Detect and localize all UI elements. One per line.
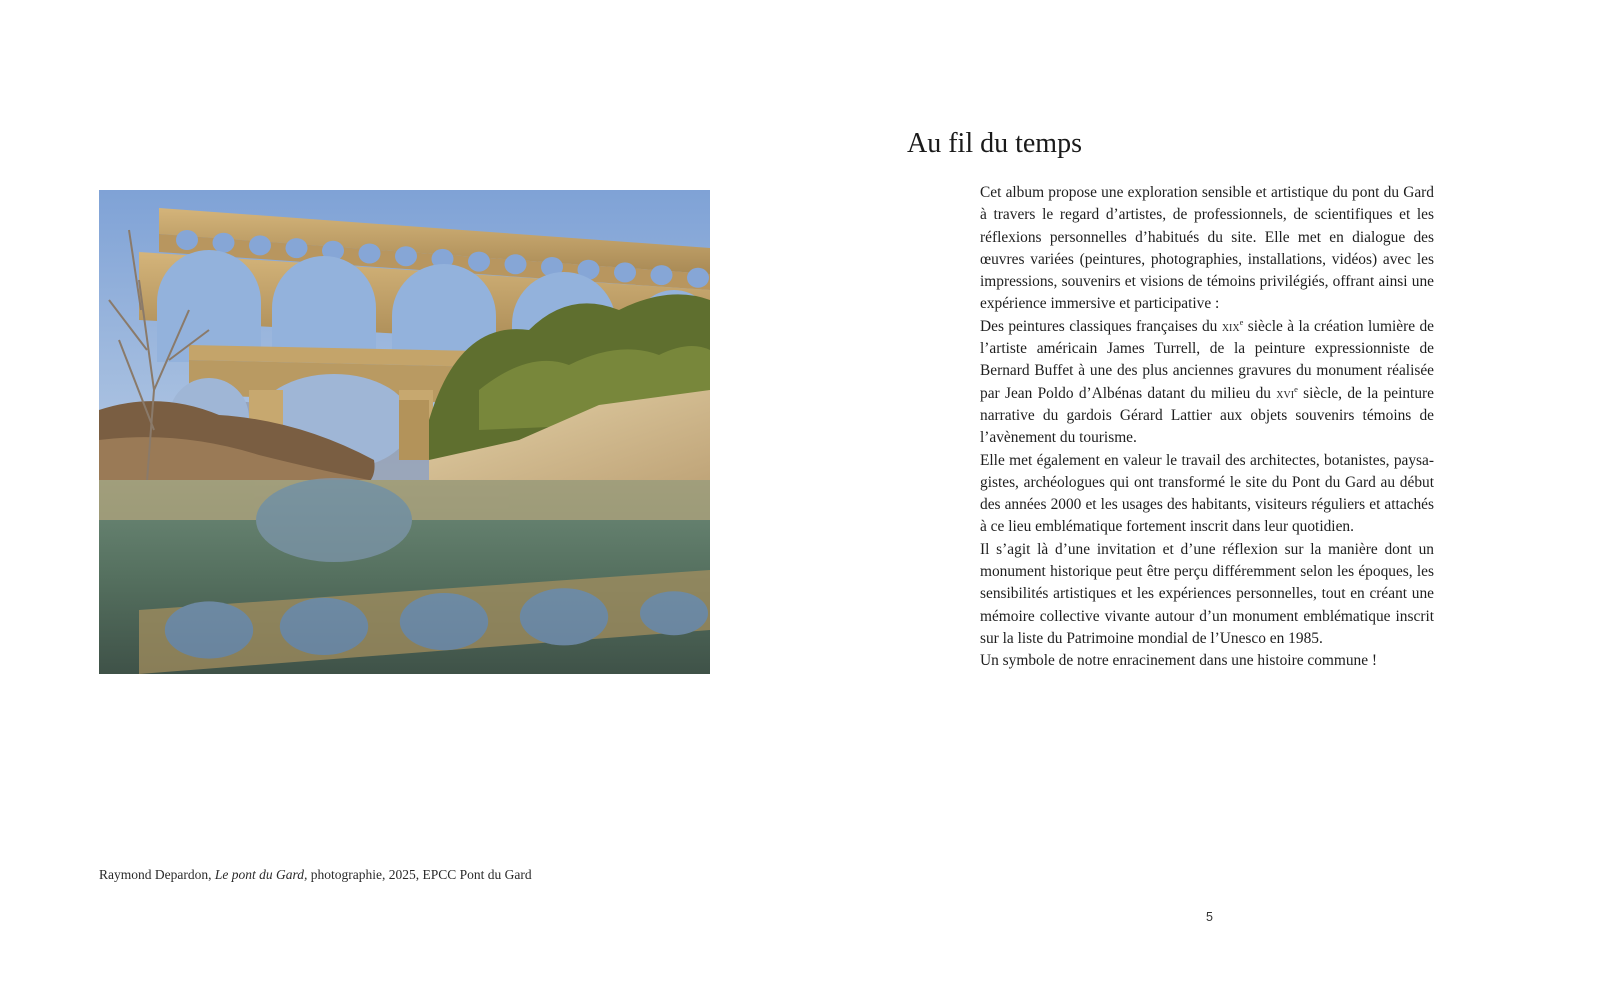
caption-author: Raymond Depardon, (99, 867, 215, 882)
page-number: 5 (1206, 910, 1213, 924)
small-arch-opening (505, 254, 527, 274)
body-text (980, 182, 1434, 673)
paragraph-2-part-c: siècle, de la peinture narrative du gardois Gérard Lattier aux objets souvenirs témoins de l’avènement du tourisme. (980, 384, 1434, 447)
paragraph-2 (980, 316, 1434, 450)
small-arch-opening (176, 230, 198, 250)
reflected-arch (640, 591, 708, 635)
pont-du-gard-photo (99, 190, 710, 674)
photo-caption (99, 867, 739, 883)
century-xvi: xvi (1276, 385, 1295, 402)
paragraph-2-part-b: siècle à la création lumière de l’artiste américain James Turrell, de la peinture expressionniste de Bernard Buffet à une des plus anciennes gravures du monument réalisée par Jean Poldo d’Albénas datant du milieu du (980, 317, 1434, 402)
century-xix: xix (1221, 318, 1240, 335)
small-arch-opening (651, 265, 673, 285)
small-arch-opening (395, 246, 417, 266)
paragraph-3: Elle met également en valeur le travail des architectes, botanistes, paysagistes, archéologues qui ont transformé le site du Pont du Gard au début des années 2000 et les usages des habitants, visiteurs réguliers et attachés à ce lieu emblématique fortement inscrit dans leur quotidien. (980, 451, 1434, 536)
paragraph-5: Un symbole de notre enracinement dans une histoire commune ! (980, 652, 1378, 670)
small-arch-opening (249, 235, 271, 255)
photo-illustration (99, 190, 710, 674)
paragraph-4: Il s’agit là d’une invitation et d’une réflexion sur la manière dont un monument historique peut être perçu différemment selon les époques, les sensibilités artistiques et les expériences personnelles, tout en créant une mémoire collective vivante autour d’un monument emblématique inscrit sur la liste du Patrimoine mondial de l’Unesco en 1985. (980, 540, 1434, 647)
reflected-arch (280, 598, 368, 655)
paragraph-2-part-a: Des peintures classiques françaises du (980, 317, 1222, 335)
small-arch-opening (213, 233, 235, 253)
page-title: Au fil du temps (907, 128, 1082, 159)
small-arch-opening (286, 238, 308, 258)
small-arch-opening (468, 252, 490, 272)
caption-title: Le pont du Gard, (214, 867, 308, 882)
caption-details: photographie, 2025, EPCC Pont du Gard (307, 867, 532, 882)
century-xvi-superscript: e (1294, 383, 1298, 394)
paragraph-1: Cet album propose une exploration sensible et artistique du pont du Gard à travers le regard d’artistes, de professionnels, de scientifiques et les réflexions personnelles d’habitués du site. Elle met en dialogue des œuvres variées (peintures, photographies, installations, vidéos) avec les impressions, souvenirs et visions de témoins privilégiés, offrant ainsi une expérience immersive et participative : (980, 184, 1434, 313)
small-arch-opening (687, 268, 709, 288)
small-arch-opening (359, 244, 381, 264)
reflected-arch (400, 593, 488, 650)
century-xix-superscript: e (1239, 316, 1244, 327)
small-arch-opening (614, 262, 636, 282)
reflected-arch (520, 588, 608, 645)
reflected-arch (165, 601, 253, 658)
